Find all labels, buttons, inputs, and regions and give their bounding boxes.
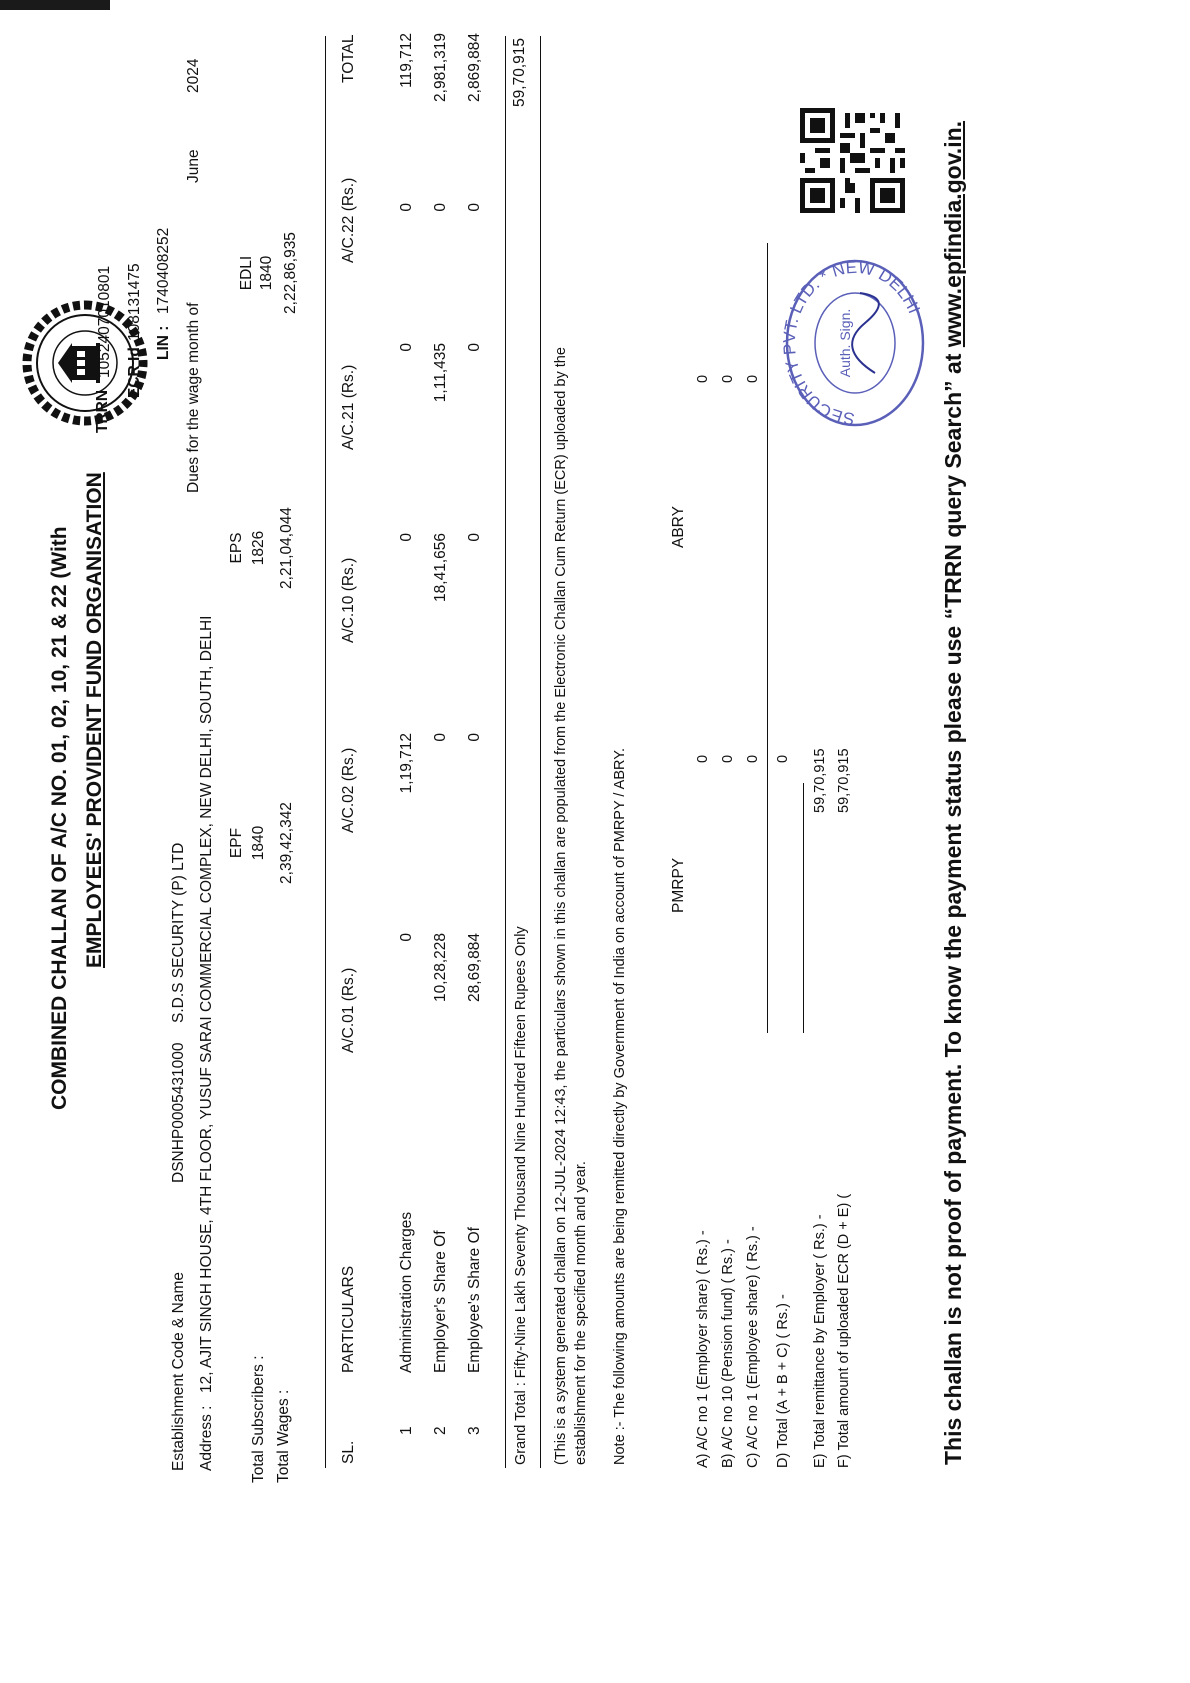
- remit-row-e-pmrpy: 59,70,915: [812, 748, 828, 813]
- address-label: Address :: [198, 1405, 215, 1471]
- table-bottom-rule: [540, 36, 541, 1468]
- table-row-1-ac02: 1,19,712: [398, 733, 415, 794]
- table-row-3-ac22: 0: [466, 203, 483, 212]
- total-rule: [803, 783, 804, 1033]
- epf-wages: 2,39,42,342: [278, 802, 295, 884]
- trrn-label: TRRN: [94, 389, 111, 433]
- remit-row-a-label: A) A/C no 1 (Employer share) ( Rs.) -: [695, 1230, 711, 1468]
- table-row-1-ac21: 0: [398, 343, 415, 352]
- eps-wages: 2,21,04,044: [278, 507, 295, 589]
- remit-row-a-abry: 0: [695, 374, 711, 383]
- subtotal-rule: [767, 243, 768, 1033]
- remit-row-b-pmrpy: 0: [720, 754, 736, 763]
- lin-value: 1740408252: [155, 227, 172, 314]
- table-row-3-sl: 3: [466, 1426, 483, 1435]
- table-row-1-total: 119,712: [398, 33, 415, 88]
- table-row-1-ac22: 0: [398, 203, 415, 212]
- footer-notice: [940, 121, 967, 1465]
- table-row-2-ac21: 1,11,435: [432, 343, 449, 403]
- stamp-ring-text: SECURITY PVT. LTD. * NEW DELHI: [780, 257, 924, 429]
- table-row-3-total: 2,869,884: [466, 33, 483, 102]
- table-row-2-particulars: Employer's Share Of: [432, 1230, 449, 1373]
- remit-row-e-label: E) Total remittance by Employer ( Rs.) -: [812, 1214, 828, 1468]
- table-row-2-ac10: 18,41,656: [432, 533, 449, 602]
- table-row-2-ac02: 0: [432, 733, 449, 742]
- table-row-3-ac01: 28,69,884: [466, 933, 483, 1002]
- grand-total-value: 59,70,915: [511, 38, 528, 107]
- wages-label: Total Wages :: [275, 1389, 292, 1483]
- col-header-total: TOTAL: [340, 34, 357, 83]
- col-header-sl: SL.: [340, 1440, 357, 1464]
- wage-year: 2024: [185, 58, 202, 93]
- table-row-2-total: 2,981,319: [432, 33, 449, 102]
- col-header-ac10: A/C.10 (Rs.): [340, 557, 357, 643]
- table-row-1-particulars: Administration Charges: [398, 1211, 415, 1373]
- eps-header: EPS: [228, 532, 245, 564]
- table-row-3-ac21: 0: [466, 343, 483, 352]
- remit-row-d-label: D) Total (A + B + C) ( Rs.) -: [775, 1294, 791, 1468]
- remit-row-b-abry: 0: [720, 374, 736, 383]
- edli-wages: 2,22,86,935: [282, 232, 299, 314]
- remit-row-c-label: C) A/C no 1 (Employee share) ( Rs.) -: [745, 1226, 761, 1468]
- edli-header: EDLI: [238, 255, 255, 291]
- table-row-2-ac22: 0: [432, 203, 449, 212]
- remit-row-f-label: F) Total amount of uploaded ECR (D + E) (: [836, 1193, 852, 1468]
- remit-row-f-pmrpy: 59,70,915: [836, 748, 852, 813]
- table-row-3-ac10: 0: [466, 533, 483, 542]
- table-mid-rule: [505, 36, 506, 1468]
- remit-row-b-label: B) A/C no 10 (Pension fund) ( Rs.) -: [720, 1239, 736, 1468]
- challan-title-line2: EMPLOYEES' PROVIDENT FUND ORGANISATION: [83, 472, 106, 968]
- wage-month: June: [185, 149, 202, 183]
- establishment-code: DSNHP0005431000: [170, 1042, 187, 1183]
- remit-row-c-abry: 0: [745, 374, 761, 383]
- lin-label: LIN :: [155, 325, 172, 360]
- edli-subscribers: 1840: [258, 255, 275, 291]
- epf-website-link[interactable]: www.epfindia.gov.in.: [940, 120, 966, 348]
- abry-header: ABRY: [670, 506, 687, 548]
- company-seal-icon: [780, 243, 930, 443]
- pmrpy-header: PMRPY: [670, 857, 687, 913]
- table-row-3-ac02: 0: [466, 733, 483, 742]
- col-header-ac01: A/C.01 (Rs.): [340, 967, 357, 1053]
- col-header-ac02: A/C.02 (Rs.): [340, 747, 357, 833]
- epf-subscribers: 1840: [250, 825, 267, 861]
- establishment-label: Establishment Code & Name: [170, 1271, 187, 1471]
- table-row-1-sl: 1: [398, 1426, 415, 1435]
- remit-row-a-pmrpy: 0: [695, 754, 711, 763]
- col-header-ac22: A/C.22 (Rs.): [340, 177, 357, 263]
- table-row-1-ac01: 0: [398, 933, 415, 942]
- epf-header: EPF: [228, 827, 245, 859]
- establishment-name: S.D.S SECURITY (P) LTD: [170, 842, 187, 1023]
- ecr-label: ECR Id: [126, 347, 143, 398]
- challan-title-line1: COMBINED CHALLAN OF A/C NO. 01, 02, 10, 21 & 22 (With: [48, 526, 71, 1110]
- table-row-2-ac01: 10,28,228: [432, 933, 449, 1002]
- eps-subscribers: 1826: [250, 530, 267, 566]
- footer-text: This challan is not proof of payment. To know the payment status please use “TRRN query Search” at: [940, 353, 966, 1465]
- system-note-line1: (This is a system generated challan on 12-JUL-2024 12:43, the particulars shown in this challan are populated from the Electronic Challan Cum Return (ECR) uploaded by the: [553, 347, 569, 1465]
- table-top-rule: [325, 36, 326, 1468]
- grand-total-words: Grand Total : Fifty-Nine Lakh Seventy Thousand Nine Hundred Fifteen Rupees Only: [513, 926, 529, 1465]
- remit-row-d-pmrpy: 0: [775, 754, 791, 763]
- table-row-2-sl: 2: [432, 1426, 449, 1435]
- qr-code-icon: [800, 108, 905, 213]
- table-row-3-particulars: Employee's Share Of: [466, 1227, 483, 1373]
- ecr-value: 108131475: [126, 263, 143, 341]
- address-value: 12, AJIT SINGH HOUSE, 4TH FLOOR, YUSUF SARAI COMMERCIAL COMPLEX, NEW DELHI, SOUTH, DELHI: [198, 615, 215, 1393]
- remit-row-c-pmrpy: 0: [745, 754, 761, 763]
- subscribers-label: Total Subscribers :: [250, 1355, 267, 1483]
- col-header-particulars: PARTICULARS: [340, 1265, 357, 1373]
- table-row-1-ac10: 0: [398, 533, 415, 542]
- trrn-value: 1052407010801: [96, 265, 113, 378]
- col-header-ac21: A/C.21 (Rs.): [340, 364, 357, 450]
- dues-label: Dues for the wage month of: [185, 302, 202, 493]
- govt-note: Note :- The following amounts are being remitted directly by Government of India on account of PMRPY / ABRY.: [612, 747, 628, 1465]
- system-note-line2: establishment for the specified month and year.: [573, 1161, 589, 1465]
- stamp-inner-text: Auth. Sign.: [837, 308, 853, 378]
